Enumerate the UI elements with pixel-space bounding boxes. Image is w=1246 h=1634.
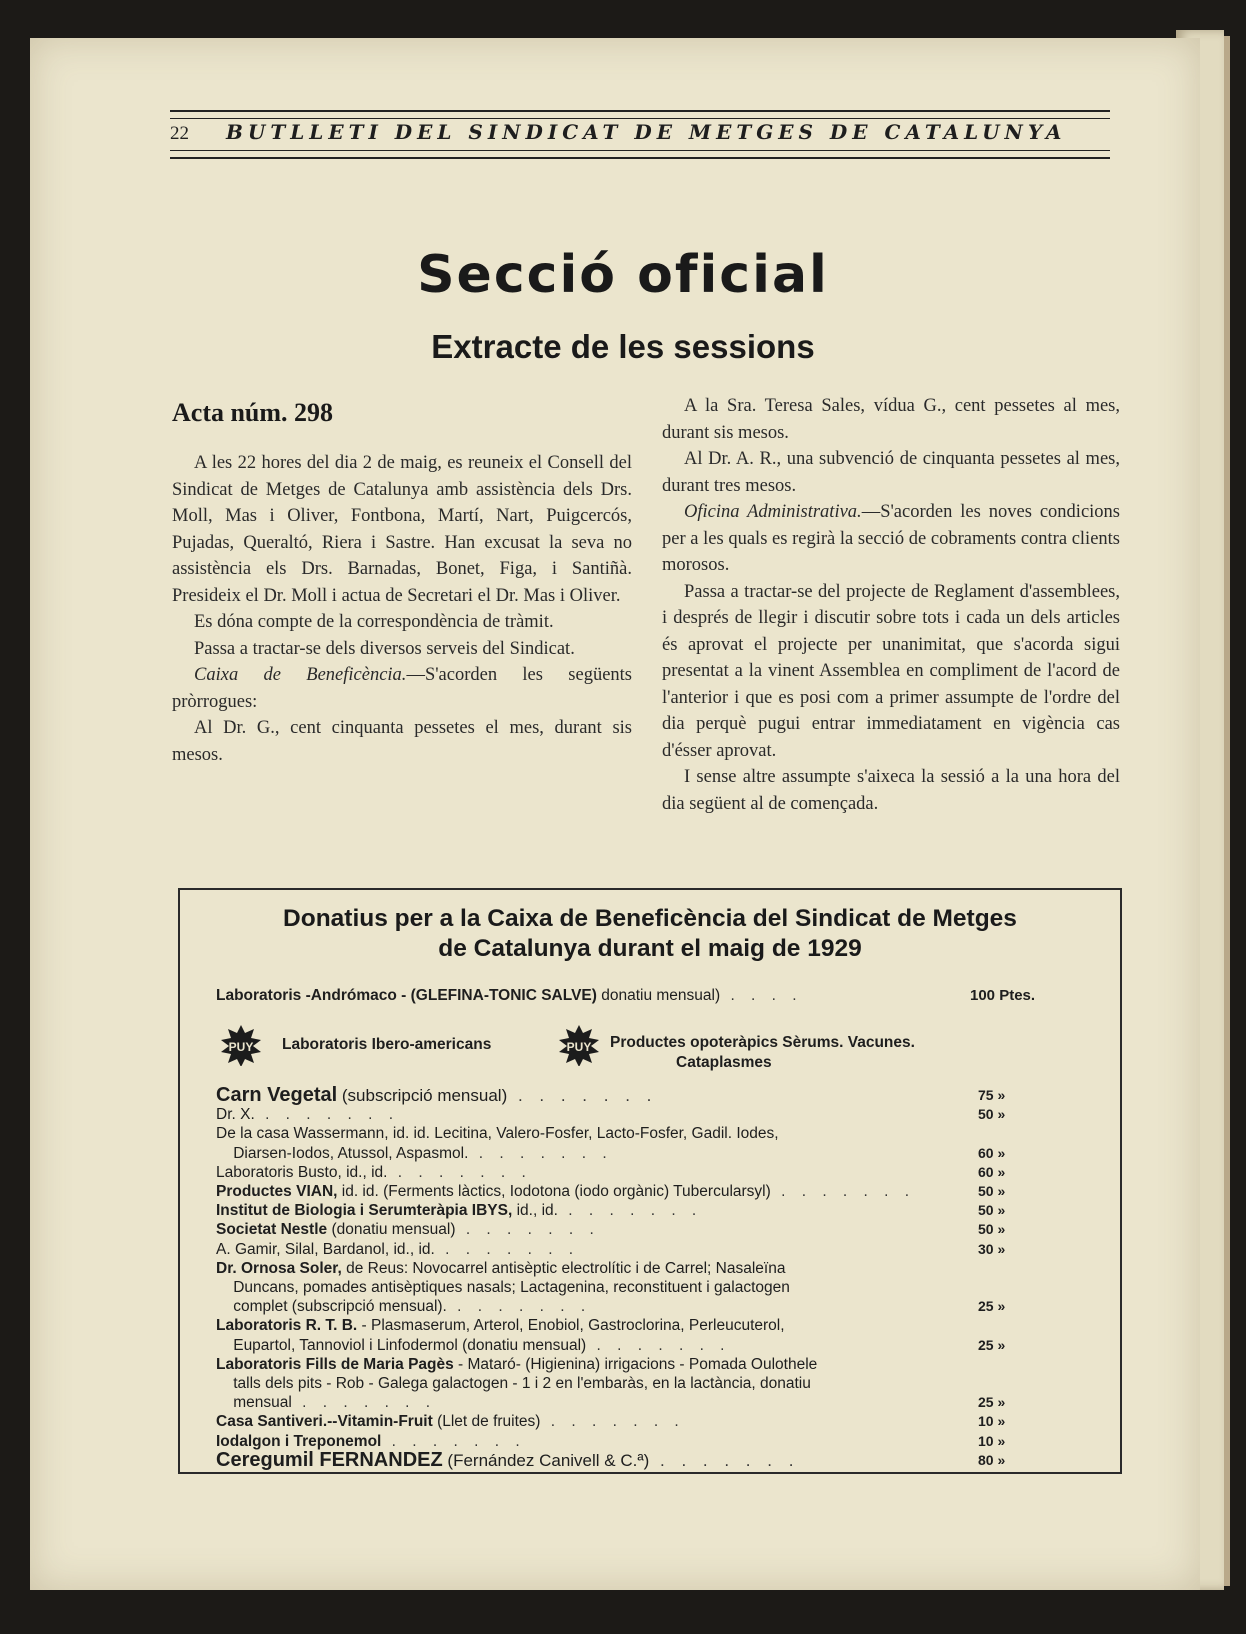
donation-row xyxy=(216,1144,1086,1163)
puy-right-label-2: Cataplasmes xyxy=(676,1054,772,1071)
donor-detail: (subscripció mensual) xyxy=(337,1086,508,1105)
donor-detail: id. id. (Ferments làctics, Iodotona (iodo orgànic) Tubercularsyl) xyxy=(337,1183,771,1200)
donor-detail: talls dels pits - Rob - Galega galactogen - 1 i 2 en l'embaràs, en la lactància, donatiu xyxy=(216,1375,811,1392)
donor-detail: A. Gamir, Silal, Bardanol, id., id. xyxy=(216,1240,435,1258)
acta-heading: Acta núm. 298 xyxy=(172,398,334,427)
donor-detail: donatiu mensual) xyxy=(596,987,721,1004)
leader-dots: . . . . . . . xyxy=(649,1450,800,1470)
leader-dots: . . . . . . . xyxy=(770,1183,916,1200)
donor-name: Ceregumil FERNANDEZ xyxy=(216,1448,443,1471)
donor-detail: (Fernández Canivell & C.ª) xyxy=(442,1450,650,1470)
donor-detail: (donatiu mensual) xyxy=(327,1221,456,1239)
donation-row xyxy=(216,1316,1086,1335)
running-header xyxy=(170,110,1110,162)
donation-row xyxy=(216,1182,1086,1201)
donation-amount: 100 Ptes. xyxy=(970,987,1036,1004)
section-title: Secció oficial xyxy=(417,245,829,305)
header-rule-bottom xyxy=(170,150,1110,159)
paragraph-oficina xyxy=(662,499,1120,579)
donor-detail: - Mataró- (Higienina) irrigacions - Pomada Oulothele xyxy=(453,1355,818,1373)
puy-logo-icon xyxy=(558,1024,600,1066)
leader-dots: . . . . . . . xyxy=(381,1432,526,1450)
puy-left-label: Laboratoris Ibero-americans xyxy=(282,1036,492,1053)
donor-detail: complet (subscripció mensual). xyxy=(216,1298,447,1316)
donation-row xyxy=(216,1278,1086,1297)
puy-badge-text: PUY xyxy=(566,1040,592,1054)
donation-row xyxy=(216,1412,1086,1431)
paragraph: Passa a tractar-se del projecte de Reglament d'assemblees, i després de llegir i discutir sobre tots i cada un dels articles és aprovat el projecte per unanimitat, que s'acorda sigui presentat a la vinent Assemblea en compliment de l'acord de l'anterior i que es posi com a primer assumpte de l'ordre del dia perquè pugui entrar immediatament en vigència cas d'ésser aprovat. xyxy=(662,581,1120,761)
leader-dots: . . . . . . . xyxy=(557,1202,703,1220)
donation-amount: 50 » xyxy=(978,1106,1006,1123)
donor-name: Societat Nestle xyxy=(216,1221,328,1239)
donation-amount: 50 » xyxy=(978,1221,1006,1238)
donations-box xyxy=(178,888,1122,1474)
donation-amount: 25 » xyxy=(978,1394,1006,1411)
donor-name: Iodalgon i Treponemol xyxy=(216,1432,382,1450)
donor-name: Laboratoris -Andrómaco - (GLEFINA-TONIC SALVE) xyxy=(216,987,597,1004)
oficina-text: —S'acorden les noves condicions per a les quals es regirà la secció de cobraments contra clients morosos. xyxy=(662,502,1120,575)
oficina-label: Oficina Administrativa. xyxy=(684,502,862,522)
header-rule-top xyxy=(170,110,1110,119)
donor-name: Laboratoris R. T. B. xyxy=(216,1317,358,1335)
donation-row xyxy=(216,1086,1086,1105)
donor-name: Dr. Ornosa Soler, xyxy=(216,1259,342,1277)
donor-detail: de Reus: Novocarrel antisèptic electrolític i de Carrel; Nasaleïna xyxy=(341,1259,786,1277)
journal-title: BUTLLETI DEL SINDICAT DE METGES DE CATALUNYA xyxy=(226,120,1067,144)
caixa-text: —S'acorden les següents pròrrogues: xyxy=(172,665,632,712)
paragraph: Al Dr. G., cent cinquanta pessetes el mes, durant sis mesos. xyxy=(172,718,632,765)
puy-logo-icon xyxy=(220,1024,262,1066)
donation-amount: 25 » xyxy=(978,1336,1006,1353)
donation-row xyxy=(216,1374,1086,1393)
donor-detail: Eupartol, Tannoviol i Linfodermol (donatiu mensual) xyxy=(216,1336,587,1354)
donation-amount: 60 » xyxy=(978,1144,1006,1161)
donation-row xyxy=(216,1355,1086,1374)
paragraph: A la Sra. Teresa Sales, vídua G., cent pessetes al mes, durant sis mesos. xyxy=(662,396,1120,443)
page-number: 22 xyxy=(170,123,189,144)
paragraph: Es dóna compte de la correspondència de tràmit. xyxy=(194,612,554,632)
donor-detail: id., id. xyxy=(512,1202,558,1220)
leader-dots: . . . . . . . xyxy=(387,1163,532,1181)
donation-row xyxy=(216,1201,1086,1220)
leader-dots: . . . . . . . xyxy=(434,1240,580,1258)
donor-name: Productes VIAN, xyxy=(216,1183,338,1200)
donations-title-line1: Donatius per a la Caixa de Beneficència del Sindicat de Metges xyxy=(283,905,1017,932)
paragraph: I sense altre assumpte s'aixeca la sessió a la una hora del dia següent al de començada. xyxy=(662,767,1120,814)
donation-row xyxy=(216,1448,1086,1471)
donor-name: Laboratoris Fills de Maria Pagès xyxy=(216,1355,454,1373)
donations-title xyxy=(180,904,1120,964)
donation-row xyxy=(216,1124,1086,1143)
donation-row xyxy=(216,1336,1086,1355)
donor-detail: De la casa Wassermann, id. id. Lecitina, Valero-Fosfer, Lacto-Fosfer, Gadil. Iodes, xyxy=(216,1125,779,1143)
puy-right-label: Productes opoteràpics Sèrums. Vacunes. xyxy=(610,1034,915,1051)
donor-detail: Duncans, pomades antisèptiques nasals; Lactagenina, reconstituent i galactogen xyxy=(216,1279,790,1296)
paragraph: Passa a tractar-se dels diversos serveis del Sindicat. xyxy=(194,638,575,659)
section-subtitle: Extracte de les sessions xyxy=(431,328,815,365)
donation-row xyxy=(216,1297,1086,1316)
leader-dots: . . . . . . . xyxy=(455,1221,600,1239)
right-column xyxy=(662,393,1120,817)
donation-row xyxy=(216,1259,1086,1278)
donation-amount: 60 » xyxy=(978,1163,1006,1180)
donation-row xyxy=(216,1105,1086,1124)
donor-detail: Laboratoris Busto, id., id. xyxy=(216,1163,388,1181)
donor-detail: (Llet de fruites) xyxy=(432,1413,541,1431)
donation-amount: 10 » xyxy=(978,1432,1006,1449)
donation-row-first: Laboratoris -Andrómaco - (GLEFINA-TONIC SALVE) donatiu mensual) . . . . xyxy=(216,987,803,1004)
left-column xyxy=(172,450,632,768)
donor-detail: Dr. X. xyxy=(216,1106,255,1124)
donation-amount: 30 » xyxy=(978,1240,1006,1257)
paragraph-caixa xyxy=(172,662,632,715)
paragraph: A les 22 hores del dia 2 de maig, es reuneix el Consell del Sindicat de Metges de Catalunya amb assistència dels Drs. Moll, Mas i Oliver, Fontbona, Martí, Nart, Puigcercós, Pujadas, Queraltó, Riera i Sastre. Han excusat la seva no assistència els Drs. Barnadas, Bonet, Figa, i Santiñà. Presideix el Dr. Moll i actua de Secretari el Dr. Mas i Oliver. xyxy=(172,453,632,606)
donation-amount: 75 » xyxy=(978,1087,1006,1103)
leader-dots: . . . . . . . xyxy=(291,1394,437,1412)
donation-row xyxy=(216,1393,1086,1412)
donation-amount: 80 » xyxy=(978,1451,1006,1468)
donation-amount: 10 » xyxy=(978,1413,1006,1430)
donor-detail: Diarsen-Iodos, Atussol, Aspasmol. xyxy=(216,1144,469,1162)
donations-title-line2: de Catalunya durant el maig de 1929 xyxy=(438,935,862,962)
donation-amount: 25 » xyxy=(978,1298,1006,1315)
puy-badge-text: PUY xyxy=(228,1040,254,1054)
donation-row xyxy=(216,1163,1086,1182)
donor-detail: - Plasmaserum, Arterol, Enobiol, Gastroclorina, Perleucuterol, xyxy=(357,1317,785,1335)
paragraph: Al Dr. A. R., una subvenció de cinquanta pessetes al mes, durant tres mesos. xyxy=(662,449,1120,496)
donation-amount: 50 » xyxy=(978,1183,1006,1199)
donation-row xyxy=(216,1432,1086,1451)
leader-dots: . . . . . . . xyxy=(468,1144,613,1162)
donor-name: Carn Vegetal xyxy=(216,1084,338,1106)
leader-dots: . . . . . . . xyxy=(540,1413,685,1431)
caixa-label: Caixa de Beneficència. xyxy=(194,665,407,685)
donor-detail: mensual xyxy=(216,1394,292,1412)
donation-amount: 50 » xyxy=(978,1202,1006,1219)
donation-row xyxy=(216,1220,1086,1239)
leader-dots: . . . . . . . xyxy=(446,1298,592,1316)
donor-name: Institut de Biologia i Serumteràpia IBYS, xyxy=(216,1202,513,1220)
leader-dots: . . . . . . . xyxy=(507,1086,658,1105)
donor-name: Casa Santiveri.--Vitamin-Fruit xyxy=(216,1413,433,1431)
leader-dots: . . . . . . . xyxy=(254,1106,400,1124)
leader-dots: . . . . . . . xyxy=(586,1336,731,1354)
donation-row xyxy=(216,1240,1086,1259)
